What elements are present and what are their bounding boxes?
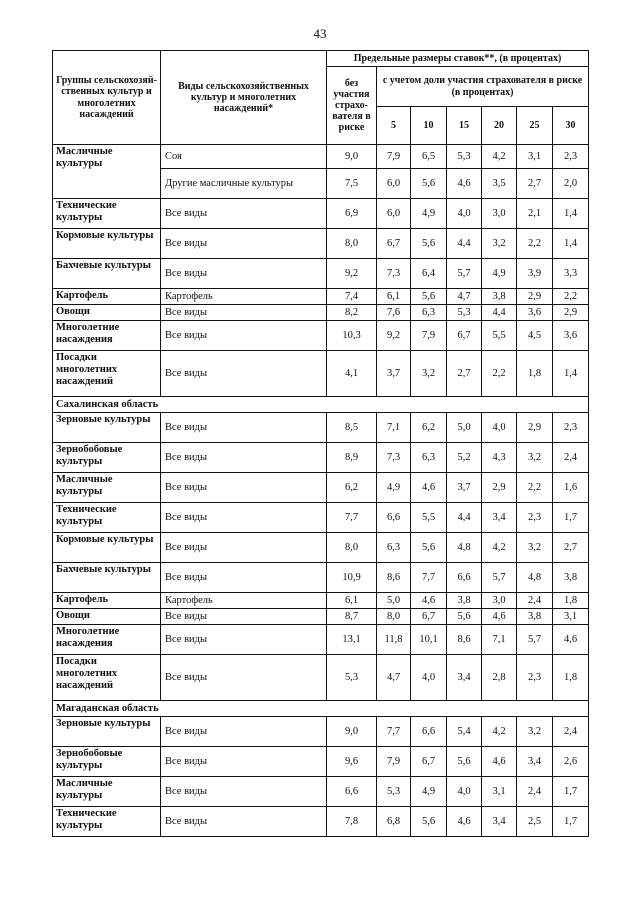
rate-with-participation: 1,8 — [553, 655, 589, 701]
crop-kind: Все виды — [161, 305, 327, 321]
crop-kind: Все виды — [161, 473, 327, 503]
rate-with-participation: 3,2 — [517, 443, 553, 473]
rate-with-participation: 10,1 — [411, 625, 447, 655]
region-row — [53, 701, 589, 717]
rate-with-participation: 5,7 — [447, 259, 482, 289]
crop-kind: Все виды — [161, 443, 327, 473]
rate-with-participation: 4,6 — [482, 609, 517, 625]
rate-with-participation: 3,5 — [482, 169, 517, 199]
table-row — [53, 655, 589, 701]
header-kind: Виды сельскохозяйственных культур и многолетних насаждений* — [161, 51, 327, 145]
rate-with-participation: 7,9 — [411, 321, 447, 351]
table-row — [53, 533, 589, 563]
rate-with-participation: 5,5 — [411, 503, 447, 533]
rate-with-participation: 3,2 — [517, 533, 553, 563]
table-row — [53, 563, 589, 593]
crop-kind: Все виды — [161, 321, 327, 351]
rate-with-participation: 4,6 — [482, 747, 517, 777]
rate-with-participation: 4,9 — [411, 777, 447, 807]
crop-group: Бахчевые культуры — [53, 259, 161, 289]
rate-with-participation: 4,8 — [447, 533, 482, 563]
rate-with-participation: 1,4 — [553, 351, 589, 397]
rate-with-participation: 3,0 — [482, 199, 517, 229]
rate-with-participation: 2,6 — [553, 747, 589, 777]
crop-group: Бахчевые культуры — [53, 563, 161, 593]
crop-group: Технические культуры — [53, 503, 161, 533]
rate-with-participation: 3,6 — [553, 321, 589, 351]
rate-with-participation: 2,9 — [517, 413, 553, 443]
rate-with-participation: 4,2 — [482, 717, 517, 747]
rate-with-participation: 4,8 — [517, 563, 553, 593]
rate-with-participation: 3,8 — [482, 289, 517, 305]
rate-no-participation: 8,0 — [327, 533, 377, 563]
rate-with-participation: 2,3 — [517, 503, 553, 533]
crop-kind: Все виды — [161, 655, 327, 701]
rate-with-participation: 5,0 — [447, 413, 482, 443]
rate-with-participation: 5,0 — [377, 593, 411, 609]
rate-with-participation: 3,1 — [482, 777, 517, 807]
rate-with-participation: 2,9 — [553, 305, 589, 321]
rate-with-participation: 7,6 — [377, 305, 411, 321]
rate-with-participation: 2,2 — [517, 229, 553, 259]
rate-with-participation: 2,0 — [553, 169, 589, 199]
crop-group: Овощи — [53, 609, 161, 625]
crop-kind: Все виды — [161, 229, 327, 259]
crop-group: Картофель — [53, 289, 161, 305]
rate-no-participation: 8,0 — [327, 229, 377, 259]
page-number: 43 — [313, 26, 327, 41]
crop-kind: Картофель — [161, 593, 327, 609]
header-share: 30 — [553, 107, 589, 145]
rate-with-participation: 2,7 — [517, 169, 553, 199]
table-body — [53, 145, 589, 837]
rate-with-participation: 2,2 — [517, 473, 553, 503]
rate-with-participation: 2,4 — [517, 593, 553, 609]
rate-with-participation: 6,7 — [411, 747, 447, 777]
table-row — [53, 145, 589, 169]
table-row — [53, 351, 589, 397]
rate-with-participation: 3,8 — [447, 593, 482, 609]
rate-with-participation: 11,8 — [377, 625, 411, 655]
rate-with-participation: 1,7 — [553, 807, 589, 837]
table-row — [53, 305, 589, 321]
table-row — [53, 625, 589, 655]
rate-with-participation: 3,2 — [517, 717, 553, 747]
header-share: 5 — [377, 107, 411, 145]
rate-with-participation: 2,4 — [517, 777, 553, 807]
rate-with-participation: 5,6 — [411, 229, 447, 259]
rate-with-participation: 6,6 — [411, 717, 447, 747]
rate-with-participation: 7,1 — [482, 625, 517, 655]
rate-with-participation: 4,4 — [447, 503, 482, 533]
rate-with-participation: 3,9 — [517, 259, 553, 289]
rate-with-participation: 3,4 — [482, 503, 517, 533]
table-row — [53, 593, 589, 609]
table-row — [53, 199, 589, 229]
rate-with-participation: 4,7 — [377, 655, 411, 701]
rate-no-participation: 9,6 — [327, 747, 377, 777]
rate-with-participation: 8,6 — [447, 625, 482, 655]
rate-with-participation: 6,2 — [411, 413, 447, 443]
rate-with-participation: 7,9 — [377, 145, 411, 169]
table-row — [53, 443, 589, 473]
rate-no-participation: 8,9 — [327, 443, 377, 473]
header-share: 15 — [447, 107, 482, 145]
header-share: 10 — [411, 107, 447, 145]
crop-group: Многолетние насаждения — [53, 625, 161, 655]
crop-kind: Картофель — [161, 289, 327, 305]
rate-with-participation: 8,6 — [377, 563, 411, 593]
rate-with-participation: 7,3 — [377, 443, 411, 473]
rate-with-participation: 5,5 — [482, 321, 517, 351]
crop-kind: Все виды — [161, 413, 327, 443]
rate-with-participation: 2,3 — [517, 655, 553, 701]
crop-kind: Все виды — [161, 609, 327, 625]
rate-no-participation: 6,6 — [327, 777, 377, 807]
rate-with-participation: 3,8 — [517, 609, 553, 625]
header-with-participation: с учетом доли участия страхователя в риске (в процентах) — [377, 67, 589, 107]
rate-with-participation: 6,6 — [377, 503, 411, 533]
rate-with-participation: 3,1 — [517, 145, 553, 169]
rate-with-participation: 2,7 — [553, 533, 589, 563]
rate-with-participation: 5,6 — [411, 807, 447, 837]
table-row — [53, 807, 589, 837]
rate-with-participation: 5,2 — [447, 443, 482, 473]
rate-with-participation: 4,6 — [447, 169, 482, 199]
crop-group: Масличные культуры — [53, 473, 161, 503]
crop-kind: Все виды — [161, 747, 327, 777]
rate-with-participation: 6,3 — [411, 305, 447, 321]
rate-no-participation: 7,7 — [327, 503, 377, 533]
rate-no-participation: 5,3 — [327, 655, 377, 701]
crop-group: Посадки многолетних насаждений — [53, 655, 161, 701]
rate-with-participation: 4,5 — [517, 321, 553, 351]
rate-with-participation: 2,1 — [517, 199, 553, 229]
rate-with-participation: 3,4 — [517, 747, 553, 777]
rate-with-participation: 6,4 — [411, 259, 447, 289]
rate-with-participation: 2,2 — [482, 351, 517, 397]
crop-group: Кормовые культуры — [53, 533, 161, 563]
table-row — [53, 503, 589, 533]
rate-with-participation: 5,3 — [377, 777, 411, 807]
rate-with-participation: 2,3 — [553, 145, 589, 169]
rate-with-participation: 5,6 — [411, 169, 447, 199]
rate-no-participation: 4,1 — [327, 351, 377, 397]
crop-kind: Все виды — [161, 563, 327, 593]
rate-with-participation: 4,0 — [411, 655, 447, 701]
rate-with-participation: 3,2 — [482, 229, 517, 259]
rate-with-participation: 4,6 — [411, 473, 447, 503]
rate-with-participation: 8,0 — [377, 609, 411, 625]
crop-kind: Все виды — [161, 717, 327, 747]
rate-with-participation: 3,3 — [553, 259, 589, 289]
rate-with-participation: 2,9 — [482, 473, 517, 503]
rate-no-participation: 10,9 — [327, 563, 377, 593]
rate-with-participation: 1,4 — [553, 199, 589, 229]
rate-with-participation: 3,4 — [482, 807, 517, 837]
rate-with-participation: 5,6 — [411, 533, 447, 563]
rate-with-participation: 4,6 — [411, 593, 447, 609]
rate-with-participation: 4,4 — [482, 305, 517, 321]
rate-with-participation: 5,6 — [411, 289, 447, 305]
rate-with-participation: 6,7 — [377, 229, 411, 259]
crop-group: Масличные культуры — [53, 777, 161, 807]
rate-no-participation: 6,9 — [327, 199, 377, 229]
rate-with-participation: 1,7 — [553, 777, 589, 807]
rate-with-participation: 6,7 — [411, 609, 447, 625]
rate-with-participation: 4,6 — [447, 807, 482, 837]
rate-no-participation: 8,7 — [327, 609, 377, 625]
rate-with-participation: 3,2 — [411, 351, 447, 397]
rate-with-participation: 2,5 — [517, 807, 553, 837]
rate-with-participation: 3,6 — [517, 305, 553, 321]
rate-with-participation: 7,1 — [377, 413, 411, 443]
crop-group: Зернобобовые культуры — [53, 443, 161, 473]
table-row — [53, 473, 589, 503]
rate-with-participation: 4,2 — [482, 533, 517, 563]
rate-with-participation: 4,3 — [482, 443, 517, 473]
crop-kind: Все виды — [161, 351, 327, 397]
table-row — [53, 259, 589, 289]
rate-with-participation: 1,7 — [553, 503, 589, 533]
rate-with-participation: 6,0 — [377, 199, 411, 229]
rate-with-participation: 3,7 — [447, 473, 482, 503]
crop-kind: Другие масличные культуры — [161, 169, 327, 199]
rate-with-participation: 2,2 — [553, 289, 589, 305]
rate-with-participation: 2,4 — [553, 443, 589, 473]
crop-group: Посадки многолетних насаждений — [53, 351, 161, 397]
rate-with-participation: 2,8 — [482, 655, 517, 701]
crop-kind: Все виды — [161, 259, 327, 289]
rate-with-participation: 4,2 — [482, 145, 517, 169]
rate-no-participation: 9,2 — [327, 259, 377, 289]
rate-with-participation: 9,2 — [377, 321, 411, 351]
rate-no-participation: 7,4 — [327, 289, 377, 305]
crop-kind: Все виды — [161, 807, 327, 837]
table-row — [53, 413, 589, 443]
crop-group: Картофель — [53, 593, 161, 609]
crop-kind: Все виды — [161, 199, 327, 229]
crop-group: Зерновые культуры — [53, 413, 161, 443]
header-group: Группы сельскохозяй-ственных культур и многолетних насаждений — [53, 51, 161, 145]
crop-kind: Все виды — [161, 777, 327, 807]
rate-with-participation: 3,8 — [553, 563, 589, 593]
crop-kind: Соя — [161, 145, 327, 169]
rate-with-participation: 4,9 — [411, 199, 447, 229]
rate-no-participation: 8,5 — [327, 413, 377, 443]
region-label: Сахалинская область — [53, 397, 589, 413]
table-row — [53, 717, 589, 747]
table-row — [53, 747, 589, 777]
header-no-participation: без участия страхо-вателя в риске — [327, 67, 377, 145]
rate-with-participation: 6,3 — [377, 533, 411, 563]
table-row — [53, 229, 589, 259]
rate-with-participation: 5,3 — [447, 145, 482, 169]
crop-kind: Все виды — [161, 533, 327, 563]
region-row — [53, 397, 589, 413]
rate-with-participation: 5,3 — [447, 305, 482, 321]
rate-with-participation: 2,3 — [553, 413, 589, 443]
rate-no-participation: 13,1 — [327, 625, 377, 655]
rate-no-participation: 6,2 — [327, 473, 377, 503]
rate-no-participation: 9,0 — [327, 145, 377, 169]
header-share: 20 — [482, 107, 517, 145]
rate-with-participation: 4,0 — [447, 199, 482, 229]
rate-with-participation: 6,3 — [411, 443, 447, 473]
rate-with-participation: 4,0 — [447, 777, 482, 807]
rate-with-participation: 4,0 — [482, 413, 517, 443]
rate-no-participation: 7,5 — [327, 169, 377, 199]
rate-with-participation: 7,9 — [377, 747, 411, 777]
rate-with-participation: 1,8 — [553, 593, 589, 609]
rate-with-participation: 3,7 — [377, 351, 411, 397]
rate-with-participation: 3,1 — [553, 609, 589, 625]
rate-with-participation: 6,7 — [447, 321, 482, 351]
rate-with-participation: 7,7 — [377, 717, 411, 747]
rate-with-participation: 5,6 — [447, 747, 482, 777]
rate-with-participation: 4,9 — [482, 259, 517, 289]
rate-with-participation: 7,7 — [411, 563, 447, 593]
table-row — [53, 777, 589, 807]
region-label: Магаданская область — [53, 701, 589, 717]
crop-group: Многолетние насаждения — [53, 321, 161, 351]
table-row — [53, 321, 589, 351]
rate-with-participation: 1,8 — [517, 351, 553, 397]
crop-group: Зерновые культуры — [53, 717, 161, 747]
rate-with-participation: 1,6 — [553, 473, 589, 503]
rate-with-participation: 6,1 — [377, 289, 411, 305]
header-share: 25 — [517, 107, 553, 145]
rate-with-participation: 2,4 — [553, 717, 589, 747]
rate-no-participation: 9,0 — [327, 717, 377, 747]
rate-with-participation: 4,7 — [447, 289, 482, 305]
rate-with-participation: 6,5 — [411, 145, 447, 169]
rate-no-participation: 10,3 — [327, 321, 377, 351]
rate-with-participation: 6,0 — [377, 169, 411, 199]
rate-with-participation: 5,4 — [447, 717, 482, 747]
rate-with-participation: 1,4 — [553, 229, 589, 259]
crop-group: Овощи — [53, 305, 161, 321]
rate-with-participation: 3,0 — [482, 593, 517, 609]
crop-group: Зернобобовые культуры — [53, 747, 161, 777]
insurance-rates-table — [52, 50, 589, 837]
rate-with-participation: 4,9 — [377, 473, 411, 503]
rate-no-participation: 6,1 — [327, 593, 377, 609]
crop-group: Технические культуры — [53, 807, 161, 837]
rate-with-participation: 3,4 — [447, 655, 482, 701]
crop-group: Кормовые культуры — [53, 229, 161, 259]
header-rates-title: Предельные размеры ставок**, (в процентах) — [327, 51, 589, 67]
rate-with-participation: 7,3 — [377, 259, 411, 289]
rate-with-participation: 5,7 — [482, 563, 517, 593]
rate-with-participation: 6,6 — [447, 563, 482, 593]
rate-with-participation: 6,8 — [377, 807, 411, 837]
crop-group: Технические культуры — [53, 199, 161, 229]
crop-kind: Все виды — [161, 503, 327, 533]
table-row — [53, 609, 589, 625]
rate-with-participation: 5,6 — [447, 609, 482, 625]
rate-with-participation: 5,7 — [517, 625, 553, 655]
rate-no-participation: 8,2 — [327, 305, 377, 321]
crop-kind: Все виды — [161, 625, 327, 655]
crop-group: Масличные культуры — [53, 145, 161, 199]
rate-with-participation: 2,7 — [447, 351, 482, 397]
table-row — [53, 289, 589, 305]
rate-no-participation: 7,8 — [327, 807, 377, 837]
rate-with-participation: 4,6 — [553, 625, 589, 655]
rate-with-participation: 4,4 — [447, 229, 482, 259]
rate-with-participation: 2,9 — [517, 289, 553, 305]
